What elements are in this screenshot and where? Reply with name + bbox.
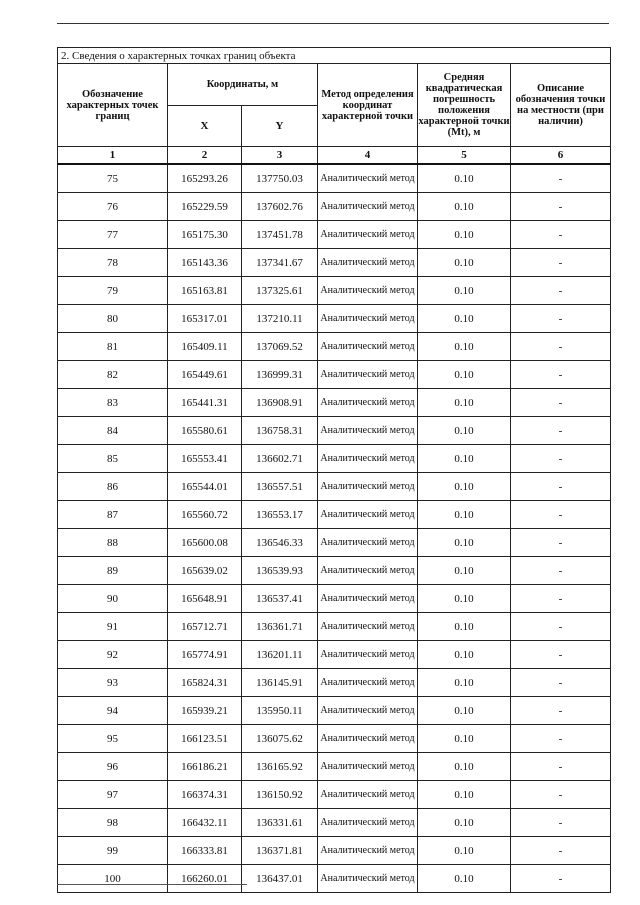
cell-y-coordinate: 136361.71 <box>242 613 318 641</box>
cell-method: Аналитический метод <box>318 585 418 613</box>
cell-point-number: 86 <box>58 473 168 501</box>
cell-point-number: 81 <box>58 333 168 361</box>
table-row <box>58 361 611 389</box>
cell-y-coordinate: 137325.61 <box>242 277 318 305</box>
cell-point-number: 93 <box>58 669 168 697</box>
cell-y-coordinate: 136165.92 <box>242 753 318 781</box>
cell-point-number: 87 <box>58 501 168 529</box>
cell-description: - <box>511 389 611 417</box>
cell-description: - <box>511 725 611 753</box>
cell-x-coordinate: 165229.59 <box>168 193 242 221</box>
cell-method: Аналитический метод <box>318 361 418 389</box>
cell-x-coordinate: 165143.36 <box>168 249 242 277</box>
cell-method: Аналитический метод <box>318 641 418 669</box>
table-row <box>58 557 611 585</box>
cell-x-coordinate: 165163.81 <box>168 277 242 305</box>
cell-x-coordinate: 165939.21 <box>168 697 242 725</box>
cell-y-coordinate: 136201.11 <box>242 641 318 669</box>
cell-x-coordinate: 165712.71 <box>168 613 242 641</box>
cell-rms-error: 0.10 <box>418 697 511 725</box>
cell-point-number: 94 <box>58 697 168 725</box>
table-row <box>58 333 611 361</box>
cell-method: Аналитический метод <box>318 417 418 445</box>
table-row <box>58 529 611 557</box>
cell-description: - <box>511 473 611 501</box>
cell-y-coordinate: 137750.03 <box>242 164 318 193</box>
cell-rms-error: 0.10 <box>418 641 511 669</box>
cell-y-coordinate: 136150.92 <box>242 781 318 809</box>
cell-x-coordinate: 165648.91 <box>168 585 242 613</box>
cell-rms-error: 0.10 <box>418 809 511 837</box>
cell-point-number: 83 <box>58 389 168 417</box>
top-rule <box>57 23 609 24</box>
table-row <box>58 277 611 305</box>
cell-x-coordinate: 166260.01 <box>168 865 242 893</box>
cell-method: Аналитический метод <box>318 193 418 221</box>
table-row <box>58 501 611 529</box>
column-number: 4 <box>318 147 418 165</box>
footnote-rule <box>57 884 247 885</box>
cell-method: Аналитический метод <box>318 473 418 501</box>
cell-point-number: 99 <box>58 837 168 865</box>
table-row <box>58 445 611 473</box>
table-row <box>58 164 611 193</box>
cell-y-coordinate: 136539.93 <box>242 557 318 585</box>
table-row <box>58 697 611 725</box>
header-y: Y <box>242 106 318 147</box>
cell-method: Аналитический метод <box>318 613 418 641</box>
cell-description: - <box>511 333 611 361</box>
cell-method: Аналитический метод <box>318 333 418 361</box>
cell-y-coordinate: 137451.78 <box>242 221 318 249</box>
cell-y-coordinate: 136557.51 <box>242 473 318 501</box>
cell-point-number: 100 <box>58 865 168 893</box>
cell-point-number: 75 <box>58 164 168 193</box>
table-row <box>58 417 611 445</box>
cell-method: Аналитический метод <box>318 501 418 529</box>
cell-rms-error: 0.10 <box>418 669 511 697</box>
cell-x-coordinate: 165774.91 <box>168 641 242 669</box>
cell-description: - <box>511 865 611 893</box>
cell-point-number: 82 <box>58 361 168 389</box>
cell-method: Аналитический метод <box>318 305 418 333</box>
table-row <box>58 641 611 669</box>
cell-point-number: 79 <box>58 277 168 305</box>
cell-point-number: 88 <box>58 529 168 557</box>
cell-point-number: 95 <box>58 725 168 753</box>
cell-rms-error: 0.10 <box>418 164 511 193</box>
table-row <box>58 781 611 809</box>
header-coordinates: Координаты, м <box>168 64 318 106</box>
cell-rms-error: 0.10 <box>418 753 511 781</box>
cell-description: - <box>511 697 611 725</box>
cell-rms-error: 0.10 <box>418 473 511 501</box>
cell-description: - <box>511 557 611 585</box>
table-body <box>58 164 611 893</box>
cell-x-coordinate: 165544.01 <box>168 473 242 501</box>
cell-description: - <box>511 669 611 697</box>
cell-method: Аналитический метод <box>318 389 418 417</box>
cell-rms-error: 0.10 <box>418 781 511 809</box>
header-description: Описание обозначения точки на местности (при наличии) <box>511 64 611 147</box>
table-row <box>58 669 611 697</box>
cell-rms-error: 0.10 <box>418 445 511 473</box>
table-row <box>58 585 611 613</box>
cell-x-coordinate: 165553.41 <box>168 445 242 473</box>
cell-point-number: 77 <box>58 221 168 249</box>
cell-y-coordinate: 136758.31 <box>242 417 318 445</box>
cell-y-coordinate: 136602.71 <box>242 445 318 473</box>
cell-x-coordinate: 165600.08 <box>168 529 242 557</box>
cell-method: Аналитический метод <box>318 837 418 865</box>
cell-description: - <box>511 837 611 865</box>
cell-description: - <box>511 781 611 809</box>
cell-y-coordinate: 137069.52 <box>242 333 318 361</box>
cell-rms-error: 0.10 <box>418 221 511 249</box>
cell-point-number: 89 <box>58 557 168 585</box>
cell-description: - <box>511 193 611 221</box>
cell-description: - <box>511 585 611 613</box>
cell-x-coordinate: 165824.31 <box>168 669 242 697</box>
cell-y-coordinate: 136553.17 <box>242 501 318 529</box>
table-row <box>58 809 611 837</box>
cell-method: Аналитический метод <box>318 164 418 193</box>
cell-method: Аналитический метод <box>318 809 418 837</box>
table-row <box>58 389 611 417</box>
cell-description: - <box>511 305 611 333</box>
cell-description: - <box>511 613 611 641</box>
column-number: 5 <box>418 147 511 165</box>
cell-point-number: 90 <box>58 585 168 613</box>
table-row <box>58 305 611 333</box>
cell-x-coordinate: 166186.21 <box>168 753 242 781</box>
cell-y-coordinate: 137602.76 <box>242 193 318 221</box>
table-row <box>58 613 611 641</box>
cell-point-number: 84 <box>58 417 168 445</box>
boundary-points-table <box>57 47 611 893</box>
cell-rms-error: 0.10 <box>418 529 511 557</box>
cell-x-coordinate: 165293.26 <box>168 164 242 193</box>
table-row <box>58 193 611 221</box>
cell-rms-error: 0.10 <box>418 277 511 305</box>
cell-x-coordinate: 165441.31 <box>168 389 242 417</box>
cell-description: - <box>511 501 611 529</box>
column-number: 6 <box>511 147 611 165</box>
column-number: 3 <box>242 147 318 165</box>
column-number: 2 <box>168 147 242 165</box>
table-row <box>58 473 611 501</box>
cell-description: - <box>511 277 611 305</box>
cell-rms-error: 0.10 <box>418 585 511 613</box>
cell-y-coordinate: 136331.61 <box>242 809 318 837</box>
cell-point-number: 98 <box>58 809 168 837</box>
cell-x-coordinate: 166333.81 <box>168 837 242 865</box>
cell-y-coordinate: 136145.91 <box>242 669 318 697</box>
cell-rms-error: 0.10 <box>418 725 511 753</box>
cell-description: - <box>511 361 611 389</box>
cell-y-coordinate: 136999.31 <box>242 361 318 389</box>
cell-method: Аналитический метод <box>318 865 418 893</box>
header-point-designation: Обозначение характерных точек границ <box>58 64 168 147</box>
cell-y-coordinate: 137341.67 <box>242 249 318 277</box>
table-row <box>58 837 611 865</box>
cell-method: Аналитический метод <box>318 669 418 697</box>
cell-description: - <box>511 809 611 837</box>
cell-point-number: 76 <box>58 193 168 221</box>
cell-x-coordinate: 165449.61 <box>168 361 242 389</box>
cell-point-number: 78 <box>58 249 168 277</box>
cell-point-number: 96 <box>58 753 168 781</box>
cell-rms-error: 0.10 <box>418 389 511 417</box>
cell-x-coordinate: 166123.51 <box>168 725 242 753</box>
cell-description: - <box>511 221 611 249</box>
cell-description: - <box>511 753 611 781</box>
cell-x-coordinate: 165409.11 <box>168 333 242 361</box>
cell-y-coordinate: 136371.81 <box>242 837 318 865</box>
header-rms-error: Средняя квадратическая погрешность положения характерной точки (Mt), м <box>418 64 511 147</box>
table-row <box>58 865 611 893</box>
cell-method: Аналитический метод <box>318 697 418 725</box>
cell-method: Аналитический метод <box>318 753 418 781</box>
cell-x-coordinate: 165560.72 <box>168 501 242 529</box>
cell-description: - <box>511 164 611 193</box>
cell-description: - <box>511 529 611 557</box>
cell-rms-error: 0.10 <box>418 305 511 333</box>
cell-method: Аналитический метод <box>318 277 418 305</box>
table-row <box>58 725 611 753</box>
cell-method: Аналитический метод <box>318 221 418 249</box>
cell-description: - <box>511 641 611 669</box>
cell-rms-error: 0.10 <box>418 417 511 445</box>
cell-rms-error: 0.10 <box>418 249 511 277</box>
cell-x-coordinate: 166374.31 <box>168 781 242 809</box>
cell-description: - <box>511 249 611 277</box>
cell-point-number: 97 <box>58 781 168 809</box>
cell-method: Аналитический метод <box>318 557 418 585</box>
column-number: 1 <box>58 147 168 165</box>
table-row <box>58 221 611 249</box>
cell-y-coordinate: 136075.62 <box>242 725 318 753</box>
cell-point-number: 91 <box>58 613 168 641</box>
cell-method: Аналитический метод <box>318 781 418 809</box>
cell-x-coordinate: 165317.01 <box>168 305 242 333</box>
cell-method: Аналитический метод <box>318 529 418 557</box>
table-row <box>58 753 611 781</box>
cell-y-coordinate: 136908.91 <box>242 389 318 417</box>
cell-point-number: 80 <box>58 305 168 333</box>
cell-rms-error: 0.10 <box>418 557 511 585</box>
cell-y-coordinate: 135950.11 <box>242 697 318 725</box>
cell-y-coordinate: 137210.11 <box>242 305 318 333</box>
cell-rms-error: 0.10 <box>418 193 511 221</box>
cell-rms-error: 0.10 <box>418 501 511 529</box>
cell-x-coordinate: 165175.30 <box>168 221 242 249</box>
cell-x-coordinate: 166432.11 <box>168 809 242 837</box>
header-method: Метод определения координат характерной точки <box>318 64 418 147</box>
cell-description: - <box>511 445 611 473</box>
table-row <box>58 249 611 277</box>
cell-rms-error: 0.10 <box>418 361 511 389</box>
cell-point-number: 92 <box>58 641 168 669</box>
cell-rms-error: 0.10 <box>418 333 511 361</box>
cell-x-coordinate: 165639.02 <box>168 557 242 585</box>
cell-y-coordinate: 136546.33 <box>242 529 318 557</box>
cell-x-coordinate: 165580.61 <box>168 417 242 445</box>
cell-method: Аналитический метод <box>318 725 418 753</box>
cell-point-number: 85 <box>58 445 168 473</box>
cell-rms-error: 0.10 <box>418 837 511 865</box>
cell-y-coordinate: 136437.01 <box>242 865 318 893</box>
header-x: X <box>168 106 242 147</box>
cell-rms-error: 0.10 <box>418 865 511 893</box>
section-title: 2. Сведения о характерных точках границ объекта <box>58 48 611 64</box>
cell-method: Аналитический метод <box>318 445 418 473</box>
cell-rms-error: 0.10 <box>418 613 511 641</box>
cell-method: Аналитический метод <box>318 249 418 277</box>
cell-y-coordinate: 136537.41 <box>242 585 318 613</box>
cell-description: - <box>511 417 611 445</box>
